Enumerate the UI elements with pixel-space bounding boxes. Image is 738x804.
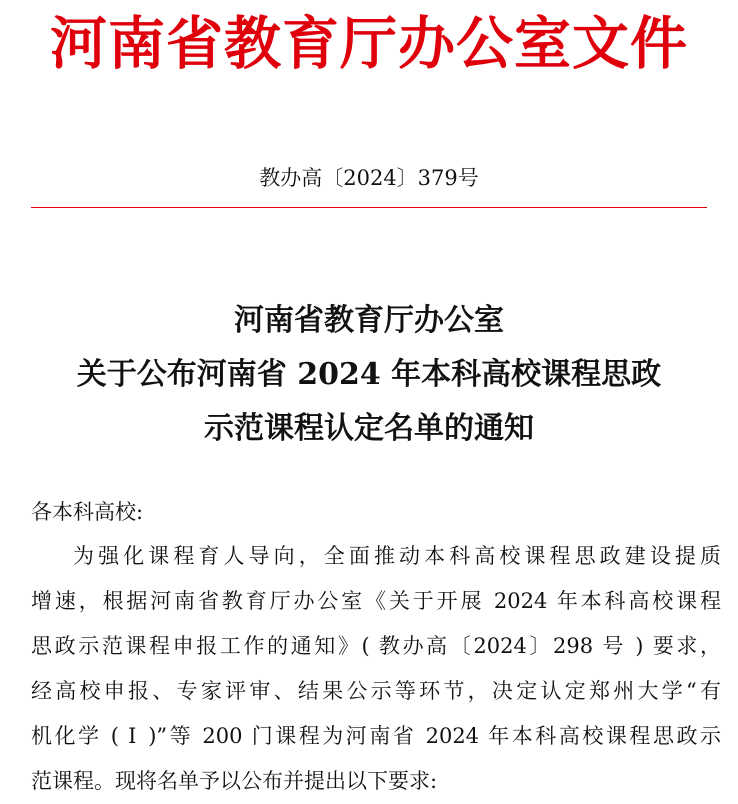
body-paragraph [31,534,721,804]
body-line: 为强化课程育人导向，全面推动本科高校课程思政建设提质 [73,544,721,568]
body-line: 机化学 ( Ⅰ )”等 200 门课程为河南省 2024 年本科高校课程思政示 [31,724,721,748]
red-divider-line [31,207,707,208]
title-line-3: 示范课程认定名单的通知 [204,411,534,446]
title-line-1: 河南省教育厅办公室 [234,303,504,338]
body-line: 经高校申报、专家评审、结果公示等环节，决定认定郑州大学“有 [31,679,721,703]
title-line-2: 关于公布河南省 2024 年本科高校课程思政 [76,357,662,392]
notice-title [0,294,738,456]
document-masthead: 河南省教育厅办公室文件 [50,10,688,77]
salutation: 各本科高校: [31,500,144,524]
document-number: 教办高〔2024〕379号 [259,166,479,190]
body-line: 范课程。现将名单予以公布并提出以下要求: [31,769,438,793]
body-line: 增速，根据河南省教育厅办公室《关于开展 2024 年本科高校课程 [31,589,721,613]
body-line: 思政示范课程申报工作的通知》( 教办高〔2024〕298 号 ) 要求， [31,634,721,658]
